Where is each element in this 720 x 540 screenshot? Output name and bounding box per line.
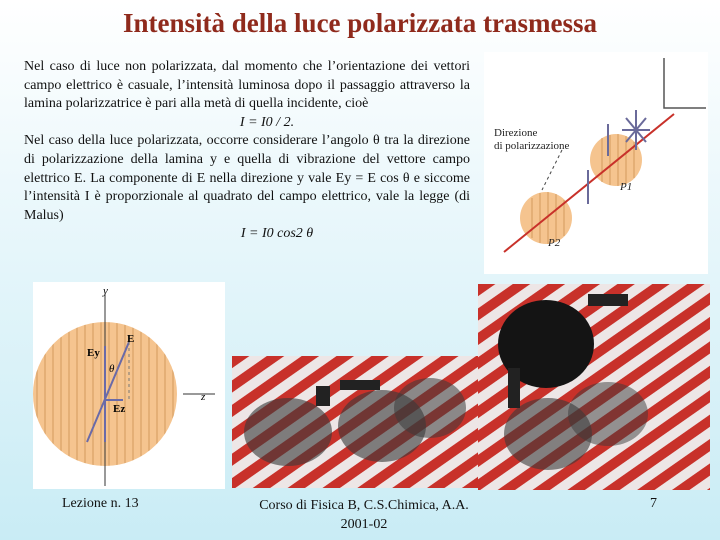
page-number: 7 (650, 496, 657, 511)
e-label: E (127, 333, 135, 345)
label-direction-1: Direzione (494, 127, 538, 139)
polarizer-figure (484, 52, 708, 274)
axis-corner (664, 58, 706, 108)
polarizer-diagram (484, 52, 708, 274)
sunglasses-image-1 (232, 356, 478, 488)
footer-lesson: Lezione n. 13 (62, 496, 139, 511)
sunglasses-photo-2 (478, 284, 710, 490)
equation-malus: I = I0 cos2 θ (240, 226, 314, 242)
label-p1: P1 (620, 181, 633, 193)
paragraph-unpolarized: Nel caso di luce non polarizzata, dal momento che l’orientazione dei vettori campo elettrico è casuale, l’intensità luminosa dopo il passaggio attraverso la lamina polarizzatrice è pari alla metà di quella incidente, cioè (24, 59, 470, 112)
z-label: z (201, 391, 206, 403)
sunglasses-image-2 (478, 284, 710, 490)
equation-half-intensity: I = I0 / 2. (239, 114, 295, 130)
sunglasses-photo-1 (232, 356, 478, 488)
footer-course-line2: 2001-02 (340, 517, 388, 532)
footer-course (246, 496, 482, 534)
theta-label: θ (109, 363, 115, 375)
ez-label: Ez (113, 403, 126, 415)
malus-vector-figure (33, 282, 225, 489)
ey-label: Ey (87, 347, 100, 359)
body-text (24, 58, 470, 244)
label-p2: P2 (548, 237, 561, 249)
label-pointer (542, 150, 562, 190)
footer-course-line1: Corso di Fisica B, C.S.Chimica, A.A. (259, 498, 469, 513)
label-direction-2: di polarizzazione (494, 140, 570, 152)
vector-diagram (33, 282, 225, 489)
slide-title: Intensità della luce polarizzata trasmessa (123, 8, 597, 38)
paragraph-polarized: Nel caso della luce polarizzata, occorre considerare l’angolo θ tra la direzione di polarizzazione della lamina y e quella di vibrazione del vettore campo elettrico E. La componente di E nella direzione y vale Ey = E cos θ e siccome l’intensità I è proporzionale al quadrato del campo elettrico, vale la legge (di Malus) (24, 133, 470, 223)
y-label: y (103, 285, 108, 297)
